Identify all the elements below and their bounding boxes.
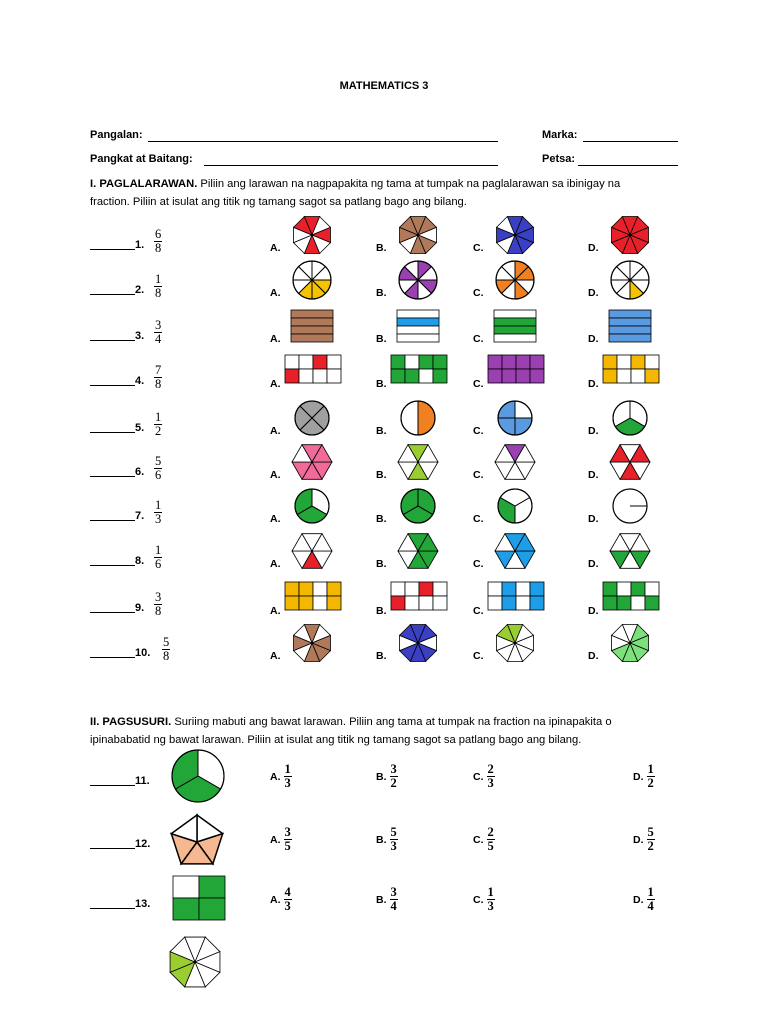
- answer-blank[interactable]: [90, 838, 135, 849]
- option-letter: C.: [473, 425, 484, 437]
- item-number: 6.: [135, 466, 145, 478]
- answer-blank[interactable]: [90, 466, 135, 477]
- answer-choice[interactable]: [376, 886, 398, 913]
- trailing-octagon-figure: [167, 934, 225, 988]
- item-fraction: [154, 316, 162, 346]
- answer-choice[interactable]: [270, 886, 292, 913]
- option-letter: D.: [588, 242, 599, 254]
- choice-fraction: $\frac{3}{4}$: [390, 885, 397, 913]
- option-figure[interactable]: [485, 349, 545, 393]
- option-letter: C.: [473, 287, 484, 299]
- option-letter: D.: [588, 650, 599, 662]
- name-field[interactable]: [148, 129, 498, 142]
- item-number: 13.: [135, 898, 151, 910]
- option-figure[interactable]: [600, 576, 660, 620]
- option-letter: C.: [473, 333, 484, 345]
- option-figure[interactable]: [282, 396, 342, 440]
- option-letter: A.: [270, 242, 281, 254]
- fraction: $\frac{5}{6}$: [155, 454, 162, 482]
- option-letter: B.: [376, 378, 387, 390]
- option-letter: A.: [270, 558, 281, 570]
- option-letter: D.: [588, 287, 599, 299]
- choice-fraction: $\frac{3}{5}$: [284, 825, 291, 853]
- option-figure[interactable]: [485, 258, 545, 302]
- answer-choice[interactable]: [270, 763, 292, 790]
- answer-choice[interactable]: [473, 886, 495, 913]
- fraction: $\frac{3}{4}$: [155, 318, 162, 346]
- choice-fraction: $\frac{1}{2}$: [647, 762, 654, 790]
- choice-fraction: $\frac{1}{4}$: [647, 885, 654, 913]
- option-figure[interactable]: [388, 396, 448, 440]
- part2-instructions: [90, 713, 710, 749]
- option-letter: A.: [270, 378, 281, 390]
- answer-choice[interactable]: [270, 826, 292, 853]
- option-letter: B.: [376, 558, 387, 570]
- option-letter: D.: [588, 513, 599, 525]
- fraction: $\frac{1}{8}$: [155, 272, 162, 300]
- choice-fraction: $\frac{5}{3}$: [390, 825, 397, 853]
- part1-instructions-line2: fraction. Piliin at isulat ang titik ng tamang sagot sa patlang bago ang bilang.: [90, 196, 467, 208]
- option-letter: B.: [376, 650, 387, 662]
- option-figure[interactable]: [388, 213, 448, 257]
- option-letter: D.: [588, 469, 599, 481]
- option-figure[interactable]: [388, 576, 448, 620]
- option-letter: C.: [473, 469, 484, 481]
- option-figure[interactable]: [485, 529, 545, 573]
- option-figure[interactable]: [282, 213, 342, 257]
- option-figure[interactable]: [388, 529, 448, 573]
- option-figure[interactable]: [282, 576, 342, 620]
- option-figure[interactable]: [388, 484, 448, 528]
- item-fraction: [154, 225, 162, 255]
- option-letter: C.: [473, 242, 484, 254]
- choice-fraction: $\frac{1}{3}$: [487, 885, 494, 913]
- option-figure[interactable]: [485, 304, 545, 348]
- answer-blank[interactable]: [90, 647, 135, 658]
- answer-blank[interactable]: [90, 510, 135, 521]
- choice-fraction: $\frac{2}{5}$: [487, 825, 494, 853]
- item-number: 5.: [135, 422, 145, 434]
- choice-letter: B.: [376, 893, 387, 906]
- item-number: 9.: [135, 602, 145, 614]
- part2-instructions-line2: ipinababatid ng bawat larawan. Piliin at isulat ang titik ng tamang sagot sa patlang bago ang bilang.: [90, 734, 582, 746]
- answer-choice[interactable]: [633, 886, 655, 913]
- option-figure[interactable]: [282, 484, 342, 528]
- item-fraction: [154, 452, 162, 482]
- item-fraction: [154, 496, 162, 526]
- option-letter: A.: [270, 650, 281, 662]
- choice-fraction: $\frac{1}{3}$: [284, 762, 291, 790]
- option-letter: A.: [270, 469, 281, 481]
- option-letter: B.: [376, 242, 387, 254]
- option-figure[interactable]: [600, 529, 660, 573]
- item-number: 3.: [135, 330, 145, 342]
- option-figure[interactable]: [388, 349, 448, 393]
- option-letter: B.: [376, 469, 387, 481]
- answer-blank[interactable]: [90, 555, 135, 566]
- section-label: Pangkat at Baitang:: [90, 153, 193, 165]
- answer-choice[interactable]: [473, 826, 495, 853]
- item-number: 8.: [135, 555, 145, 567]
- section-field[interactable]: [204, 153, 498, 166]
- choice-letter: B.: [376, 833, 387, 846]
- choice-letter: C.: [473, 770, 484, 783]
- page-title: MATHEMATICS 3: [339, 80, 429, 92]
- choice-letter: A.: [270, 770, 281, 783]
- option-figure[interactable]: [282, 621, 342, 665]
- fraction: $\frac{1}{2}$: [155, 410, 162, 438]
- option-letter: C.: [473, 513, 484, 525]
- option-figure[interactable]: [485, 213, 545, 257]
- answer-choice[interactable]: [473, 763, 495, 790]
- option-figure[interactable]: [388, 304, 448, 348]
- option-letter: B.: [376, 513, 387, 525]
- option-letter: C.: [473, 558, 484, 570]
- option-letter: A.: [270, 333, 281, 345]
- choice-fraction: $\frac{4}{3}$: [284, 885, 291, 913]
- answer-blank[interactable]: [90, 898, 135, 909]
- answer-blank[interactable]: [90, 602, 135, 613]
- option-figure[interactable]: [600, 304, 660, 348]
- option-letter: D.: [588, 425, 599, 437]
- option-letter: C.: [473, 605, 484, 617]
- choice-fraction: $\frac{3}{2}$: [390, 762, 397, 790]
- option-letter: B.: [376, 287, 387, 299]
- answer-blank[interactable]: [90, 422, 135, 433]
- option-figure[interactable]: [282, 258, 342, 302]
- option-letter: B.: [376, 333, 387, 345]
- option-figure[interactable]: [600, 258, 660, 302]
- option-letter: D.: [588, 378, 599, 390]
- option-letter: B.: [376, 425, 387, 437]
- choice-letter: D.: [633, 893, 644, 906]
- option-letter: C.: [473, 650, 484, 662]
- item-number: 11.: [135, 775, 150, 787]
- fraction: $\frac{7}{8}$: [155, 363, 162, 391]
- option-figure[interactable]: [485, 484, 545, 528]
- option-figure[interactable]: [282, 529, 342, 573]
- answer-choice[interactable]: [376, 826, 398, 853]
- answer-blank[interactable]: [90, 239, 135, 250]
- fraction: $\frac{5}{8}$: [163, 635, 170, 663]
- option-letter: A.: [270, 287, 281, 299]
- choice-letter: C.: [473, 893, 484, 906]
- answer-choice[interactable]: [376, 763, 398, 790]
- name-label: Pangalan:: [90, 129, 143, 141]
- score-field[interactable]: [583, 129, 678, 142]
- choice-letter: A.: [270, 893, 281, 906]
- option-letter: A.: [270, 425, 281, 437]
- item-fraction: [154, 408, 162, 438]
- fraction: $\frac{6}{8}$: [155, 227, 162, 255]
- question-figure: [168, 874, 228, 930]
- question-figure: [168, 751, 228, 807]
- option-figure[interactable]: [600, 484, 660, 528]
- option-letter: B.: [376, 605, 387, 617]
- fraction: $\frac{3}{8}$: [155, 590, 162, 618]
- choice-letter: A.: [270, 833, 281, 846]
- option-figure[interactable]: [282, 349, 342, 393]
- item-fraction: [154, 541, 162, 571]
- choice-letter: B.: [376, 770, 387, 783]
- option-figure[interactable]: [485, 396, 545, 440]
- choice-letter: D.: [633, 833, 644, 846]
- choice-fraction: $\frac{2}{3}$: [487, 762, 494, 790]
- part1-heading: I. PAGLALARAWAN.: [90, 178, 198, 190]
- item-number: 7.: [135, 510, 145, 522]
- choice-fraction: $\frac{5}{2}$: [647, 825, 654, 853]
- option-figure[interactable]: [485, 576, 545, 620]
- item-number: 12.: [135, 838, 151, 850]
- answer-choice[interactable]: [633, 763, 655, 790]
- option-letter: D.: [588, 605, 599, 617]
- option-figure[interactable]: [600, 396, 660, 440]
- item-fraction: [162, 633, 170, 663]
- answer-blank[interactable]: [90, 284, 135, 295]
- option-figure[interactable]: [282, 304, 342, 348]
- question-figure: [168, 814, 228, 870]
- option-figure[interactable]: [388, 258, 448, 302]
- item-number: 4.: [135, 375, 145, 387]
- option-figure[interactable]: [600, 621, 660, 665]
- option-figure[interactable]: [485, 440, 545, 484]
- option-letter: D.: [588, 558, 599, 570]
- option-figure[interactable]: [388, 621, 448, 665]
- item-fraction: [154, 361, 162, 391]
- item-fraction: [154, 588, 162, 618]
- part1-instructions: [90, 175, 690, 211]
- answer-choice[interactable]: [633, 826, 655, 853]
- choice-letter: C.: [473, 833, 484, 846]
- option-figure[interactable]: [388, 440, 448, 484]
- choice-letter: D.: [633, 770, 644, 783]
- item-number: 1.: [135, 239, 145, 251]
- date-label: Petsa:: [542, 153, 576, 165]
- item-number: 2.: [135, 284, 145, 296]
- option-figure[interactable]: [600, 440, 660, 484]
- part1-instructions-line1: Piliin ang larawan na nagpapakita ng tama at tumpak na paglalarawan sa ibinigay na: [200, 178, 621, 190]
- score-label: Marka:: [542, 129, 578, 141]
- option-letter: A.: [270, 605, 281, 617]
- answer-blank[interactable]: [90, 375, 135, 386]
- fraction: $\frac{1}{6}$: [155, 543, 162, 571]
- option-figure[interactable]: [282, 440, 342, 484]
- option-figure[interactable]: [485, 621, 545, 665]
- option-figure[interactable]: [600, 213, 660, 257]
- fraction: $\frac{1}{3}$: [155, 498, 162, 526]
- option-letter: A.: [270, 513, 281, 525]
- option-figure[interactable]: [600, 349, 660, 393]
- option-letter: C.: [473, 378, 484, 390]
- part2-heading: II. PAGSUSURI.: [90, 716, 172, 728]
- option-letter: D.: [588, 333, 599, 345]
- item-fraction: [154, 270, 162, 300]
- item-number: 10.: [135, 647, 151, 659]
- answer-blank[interactable]: [90, 330, 135, 341]
- answer-blank[interactable]: [90, 775, 135, 786]
- part2-instructions-line1: Suriing mabuti ang bawat larawan. Piliin ang tama at tumpak na fraction na ipinapakita o: [174, 716, 612, 728]
- date-field[interactable]: [578, 153, 678, 166]
